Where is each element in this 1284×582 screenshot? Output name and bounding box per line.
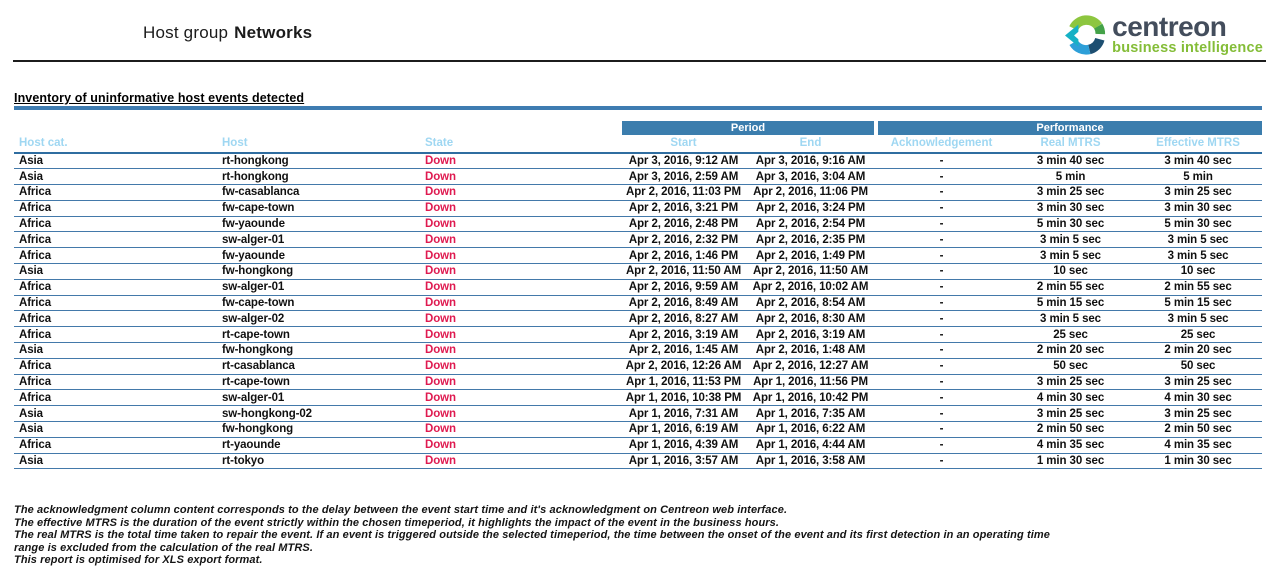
cell-start-time: Apr 1, 2016, 10:38 PM <box>622 390 745 406</box>
cell-host: sw-alger-01 <box>217 232 420 248</box>
table-row <box>14 437 1262 453</box>
cell-start-time: Apr 2, 2016, 11:03 PM <box>622 185 745 201</box>
cell-end-time: Apr 3, 2016, 3:04 AM <box>745 169 876 185</box>
cell-acknowledgement: - <box>876 453 1007 469</box>
centreon-brand-name: centreon <box>1112 11 1227 42</box>
cell-start-time: Apr 2, 2016, 9:59 AM <box>622 279 745 295</box>
cell-end-time: Apr 1, 2016, 11:56 PM <box>745 374 876 390</box>
cell-end-time: Apr 2, 2016, 3:24 PM <box>745 200 876 216</box>
cell-host: rt-yaounde <box>217 437 420 453</box>
cell-host-category: Asia <box>14 422 217 438</box>
report-footnotes <box>14 504 1050 567</box>
table-row <box>14 185 1262 201</box>
cell-end-time: Apr 2, 2016, 8:54 AM <box>745 295 876 311</box>
cell-end-time: Apr 2, 2016, 2:54 PM <box>745 216 876 232</box>
cell-start-time: Apr 3, 2016, 9:12 AM <box>622 153 745 169</box>
cell-state: Down <box>420 358 622 374</box>
cell-host-category: Africa <box>14 185 217 201</box>
table-row <box>14 295 1262 311</box>
cell-end-time: Apr 1, 2016, 3:58 AM <box>745 453 876 469</box>
table-row <box>14 169 1262 185</box>
cell-effective-mtrs: 50 sec <box>1134 358 1262 374</box>
header-divider-line <box>13 60 1266 62</box>
cell-host: rt-casablanca <box>217 358 420 374</box>
cell-host-category: Africa <box>14 358 217 374</box>
section-title-underline-bar <box>14 106 1262 110</box>
cell-real-mtrs: 10 sec <box>1007 264 1134 280</box>
footnote-line: The acknowledgment column content corresponds to the delay between the event start time and it's acknowledgment on Centreon web interface. <box>14 504 788 516</box>
cell-start-time: Apr 2, 2016, 8:49 AM <box>622 295 745 311</box>
cell-host-category: Asia <box>14 264 217 280</box>
cell-host-category: Africa <box>14 248 217 264</box>
cell-end-time: Apr 1, 2016, 6:22 AM <box>745 422 876 438</box>
page-title-hostgroup-name: Networks <box>234 23 313 42</box>
cell-host: fw-hongkong <box>217 422 420 438</box>
cell-host-category: Africa <box>14 437 217 453</box>
table-column-header-row <box>14 135 1262 153</box>
table-row <box>14 358 1262 374</box>
cell-state: Down <box>420 453 622 469</box>
cell-state: Down <box>420 327 622 343</box>
cell-start-time: Apr 1, 2016, 11:53 PM <box>622 374 745 390</box>
cell-effective-mtrs: 25 sec <box>1134 327 1262 343</box>
host-events-table <box>14 121 1262 469</box>
cell-acknowledgement: - <box>876 200 1007 216</box>
cell-end-time: Apr 2, 2016, 3:19 AM <box>745 327 876 343</box>
cell-state: Down <box>420 374 622 390</box>
table-row <box>14 200 1262 216</box>
cell-effective-mtrs: 3 min 25 sec <box>1134 406 1262 422</box>
cell-end-time: Apr 2, 2016, 2:35 PM <box>745 232 876 248</box>
cell-real-mtrs: 1 min 30 sec <box>1007 453 1134 469</box>
table-row <box>14 327 1262 343</box>
cell-acknowledgement: - <box>876 358 1007 374</box>
cell-effective-mtrs: 4 min 35 sec <box>1134 437 1262 453</box>
cell-start-time: Apr 2, 2016, 1:46 PM <box>622 248 745 264</box>
cell-start-time: Apr 2, 2016, 1:45 AM <box>622 343 745 359</box>
column-header-start: Start <box>622 135 745 153</box>
cell-end-time: Apr 2, 2016, 11:06 PM <box>745 185 876 201</box>
cell-acknowledgement: - <box>876 169 1007 185</box>
table-row <box>14 311 1262 327</box>
cell-real-mtrs: 2 min 55 sec <box>1007 279 1134 295</box>
cell-real-mtrs: 3 min 25 sec <box>1007 406 1134 422</box>
cell-start-time: Apr 2, 2016, 12:26 AM <box>622 358 745 374</box>
cell-real-mtrs: 25 sec <box>1007 327 1134 343</box>
cell-effective-mtrs: 2 min 20 sec <box>1134 343 1262 359</box>
column-header-acknowledgement: Acknowledgement <box>876 135 1007 153</box>
cell-acknowledgement: - <box>876 390 1007 406</box>
cell-state: Down <box>420 216 622 232</box>
cell-real-mtrs: 4 min 30 sec <box>1007 390 1134 406</box>
cell-acknowledgement: - <box>876 437 1007 453</box>
cell-state: Down <box>420 390 622 406</box>
column-header-real-mtrs: Real MTRS <box>1007 135 1134 153</box>
cell-real-mtrs: 3 min 25 sec <box>1007 374 1134 390</box>
table-group-header-row <box>14 121 1262 135</box>
centreon-tagline: business intelligence <box>1112 40 1263 56</box>
cell-end-time: Apr 2, 2016, 1:48 AM <box>745 343 876 359</box>
table-row <box>14 264 1262 280</box>
centreon-logo <box>1065 13 1263 63</box>
cell-host-category: Africa <box>14 390 217 406</box>
cell-real-mtrs: 3 min 40 sec <box>1007 153 1134 169</box>
cell-effective-mtrs: 3 min 5 sec <box>1134 248 1262 264</box>
cell-state: Down <box>420 406 622 422</box>
cell-start-time: Apr 1, 2016, 4:39 AM <box>622 437 745 453</box>
cell-start-time: Apr 2, 2016, 11:50 AM <box>622 264 745 280</box>
cell-host: rt-tokyo <box>217 453 420 469</box>
footnote-line: The real MTRS is the total time taken to repair the event. If an event is triggered outside the selected timeperiod, the time between the onset of the event and its first detection in an operating time <box>14 529 1050 542</box>
cell-host: fw-yaounde <box>217 216 420 232</box>
cell-start-time: Apr 2, 2016, 3:21 PM <box>622 200 745 216</box>
cell-end-time: Apr 1, 2016, 4:44 AM <box>745 437 876 453</box>
cell-effective-mtrs: 5 min <box>1134 169 1262 185</box>
cell-host: fw-casablanca <box>217 185 420 201</box>
cell-acknowledgement: - <box>876 216 1007 232</box>
cell-host-category: Asia <box>14 453 217 469</box>
cell-host-category: Africa <box>14 232 217 248</box>
cell-start-time: Apr 2, 2016, 2:32 PM <box>622 232 745 248</box>
section-title: Inventory of uninformative host events detected <box>14 91 305 105</box>
cell-real-mtrs: 3 min 5 sec <box>1007 311 1134 327</box>
cell-real-mtrs: 4 min 35 sec <box>1007 437 1134 453</box>
cell-effective-mtrs: 3 min 25 sec <box>1134 374 1262 390</box>
cell-host: sw-hongkong-02 <box>217 406 420 422</box>
cell-end-time: Apr 2, 2016, 12:27 AM <box>745 358 876 374</box>
column-header-host: Host <box>217 135 420 153</box>
cell-start-time: Apr 1, 2016, 7:31 AM <box>622 406 745 422</box>
cell-end-time: Apr 2, 2016, 11:50 AM <box>745 264 876 280</box>
cell-state: Down <box>420 279 622 295</box>
footnote-line: range is excluded from the calculation of the real MTRS. <box>14 541 313 554</box>
cell-effective-mtrs: 2 min 55 sec <box>1134 279 1262 295</box>
cell-host: fw-cape-town <box>217 200 420 216</box>
cell-real-mtrs: 5 min 30 sec <box>1007 216 1134 232</box>
table-row <box>14 422 1262 438</box>
cell-start-time: Apr 2, 2016, 2:48 PM <box>622 216 745 232</box>
cell-host-category: Asia <box>14 406 217 422</box>
column-header-effective-mtrs: Effective MTRS <box>1134 135 1262 153</box>
cell-effective-mtrs: 1 min 30 sec <box>1134 453 1262 469</box>
group-header-performance: Performance <box>876 121 1262 135</box>
cell-host-category: Asia <box>14 343 217 359</box>
cell-effective-mtrs: 5 min 15 sec <box>1134 295 1262 311</box>
column-header-end: End <box>745 135 876 153</box>
cell-acknowledgement: - <box>876 264 1007 280</box>
cell-host: rt-cape-town <box>217 327 420 343</box>
cell-real-mtrs: 5 min 15 sec <box>1007 295 1134 311</box>
table-body <box>14 153 1262 469</box>
cell-start-time: Apr 1, 2016, 3:57 AM <box>622 453 745 469</box>
cell-acknowledgement: - <box>876 185 1007 201</box>
cell-effective-mtrs: 4 min 30 sec <box>1134 390 1262 406</box>
cell-acknowledgement: - <box>876 374 1007 390</box>
cell-host-category: Africa <box>14 374 217 390</box>
cell-acknowledgement: - <box>876 327 1007 343</box>
footnote-line: This report is optimised for XLS export format. <box>14 554 263 567</box>
cell-real-mtrs: 3 min 25 sec <box>1007 185 1134 201</box>
centreon-logo-text <box>1112 13 1263 56</box>
cell-effective-mtrs: 3 min 5 sec <box>1134 232 1262 248</box>
cell-host-category: Africa <box>14 200 217 216</box>
cell-real-mtrs: 2 min 50 sec <box>1007 422 1134 438</box>
cell-real-mtrs: 50 sec <box>1007 358 1134 374</box>
cell-acknowledgement: - <box>876 406 1007 422</box>
cell-acknowledgement: - <box>876 279 1007 295</box>
cell-host-category: Africa <box>14 295 217 311</box>
table-row <box>14 248 1262 264</box>
table-row <box>14 453 1262 469</box>
cell-host: sw-alger-01 <box>217 390 420 406</box>
column-header-host-cat: Host cat. <box>14 135 217 153</box>
cell-state: Down <box>420 422 622 438</box>
cell-acknowledgement: - <box>876 295 1007 311</box>
cell-host: fw-hongkong <box>217 343 420 359</box>
page-title <box>143 23 312 43</box>
cell-acknowledgement: - <box>876 248 1007 264</box>
table-row <box>14 374 1262 390</box>
table-row <box>14 406 1262 422</box>
column-header-state: State <box>420 135 622 153</box>
cell-host-category: Africa <box>14 327 217 343</box>
cell-acknowledgement: - <box>876 232 1007 248</box>
cell-acknowledgement: - <box>876 153 1007 169</box>
cell-real-mtrs: 3 min 5 sec <box>1007 232 1134 248</box>
cell-acknowledgement: - <box>876 343 1007 359</box>
cell-host-category: Asia <box>14 169 217 185</box>
cell-effective-mtrs: 3 min 5 sec <box>1134 311 1262 327</box>
cell-effective-mtrs: 5 min 30 sec <box>1134 216 1262 232</box>
cell-host-category: Africa <box>14 311 217 327</box>
cell-host: rt-cape-town <box>217 374 420 390</box>
cell-state: Down <box>420 295 622 311</box>
cell-effective-mtrs: 3 min 40 sec <box>1134 153 1262 169</box>
page-title-prefix: Host group <box>143 23 229 42</box>
table-row <box>14 232 1262 248</box>
cell-state: Down <box>420 264 622 280</box>
cell-start-time: Apr 1, 2016, 6:19 AM <box>622 422 745 438</box>
cell-real-mtrs: 2 min 20 sec <box>1007 343 1134 359</box>
cell-acknowledgement: - <box>876 422 1007 438</box>
cell-start-time: Apr 2, 2016, 8:27 AM <box>622 311 745 327</box>
cell-effective-mtrs: 2 min 50 sec <box>1134 422 1262 438</box>
cell-state: Down <box>420 437 622 453</box>
table-row <box>14 279 1262 295</box>
cell-state: Down <box>420 232 622 248</box>
cell-state: Down <box>420 153 622 169</box>
cell-host: fw-cape-town <box>217 295 420 311</box>
table-row <box>14 390 1262 406</box>
footnote-line: The effective MTRS is the duration of the event strictly within the chosen timeperiod, it highlights the impact of the event in the business hours. <box>14 516 780 529</box>
cell-state: Down <box>420 343 622 359</box>
cell-host: fw-hongkong <box>217 264 420 280</box>
table-row <box>14 343 1262 359</box>
cell-host: sw-alger-01 <box>217 279 420 295</box>
cell-state: Down <box>420 185 622 201</box>
cell-effective-mtrs: 3 min 25 sec <box>1134 185 1262 201</box>
cell-real-mtrs: 3 min 30 sec <box>1007 200 1134 216</box>
cell-real-mtrs: 5 min <box>1007 169 1134 185</box>
group-header-spacer <box>14 121 622 135</box>
cell-start-time: Apr 2, 2016, 3:19 AM <box>622 327 745 343</box>
cell-real-mtrs: 3 min 5 sec <box>1007 248 1134 264</box>
cell-host-category: Africa <box>14 279 217 295</box>
cell-host-category: Asia <box>14 153 217 169</box>
cell-host: sw-alger-02 <box>217 311 420 327</box>
cell-end-time: Apr 3, 2016, 9:16 AM <box>745 153 876 169</box>
table-row <box>14 216 1262 232</box>
cell-end-time: Apr 2, 2016, 10:02 AM <box>745 279 876 295</box>
cell-effective-mtrs: 10 sec <box>1134 264 1262 280</box>
cell-end-time: Apr 2, 2016, 8:30 AM <box>745 311 876 327</box>
cell-host: rt-hongkong <box>217 169 420 185</box>
cell-state: Down <box>420 248 622 264</box>
cell-state: Down <box>420 311 622 327</box>
cell-state: Down <box>420 200 622 216</box>
cell-host-category: Africa <box>14 216 217 232</box>
cell-acknowledgement: - <box>876 311 1007 327</box>
cell-end-time: Apr 1, 2016, 7:35 AM <box>745 406 876 422</box>
cell-host: fw-yaounde <box>217 248 420 264</box>
cell-end-time: Apr 1, 2016, 10:42 PM <box>745 390 876 406</box>
cell-host: rt-hongkong <box>217 153 420 169</box>
group-header-period: Period <box>622 121 876 135</box>
cell-effective-mtrs: 3 min 30 sec <box>1134 200 1262 216</box>
cell-state: Down <box>420 169 622 185</box>
cell-end-time: Apr 2, 2016, 1:49 PM <box>745 248 876 264</box>
cell-start-time: Apr 3, 2016, 2:59 AM <box>622 169 745 185</box>
table-row <box>14 153 1262 169</box>
centreon-logo-icon <box>1065 13 1107 63</box>
